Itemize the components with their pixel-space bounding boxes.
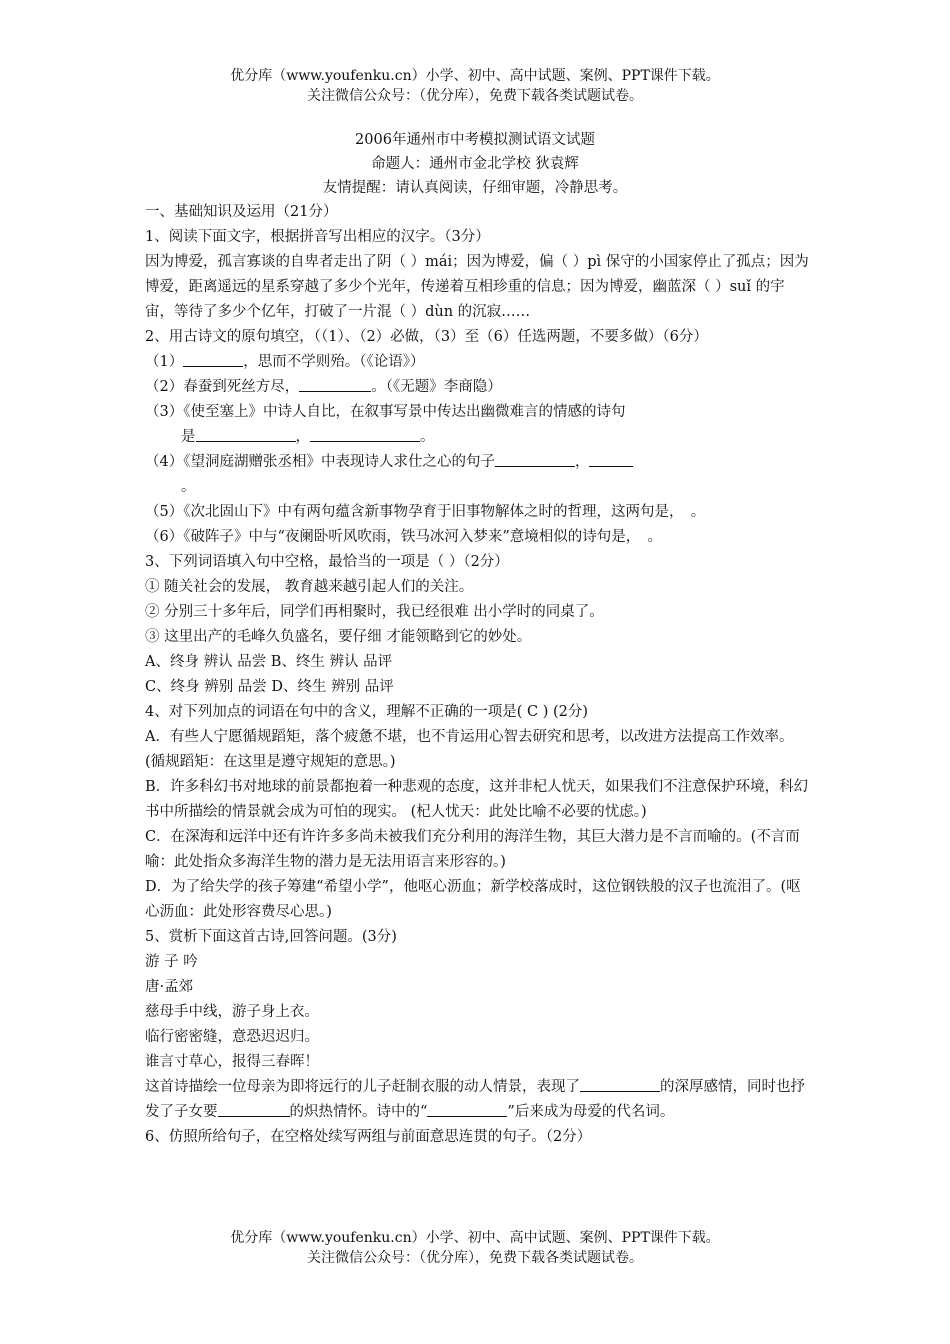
q3-item-3: ③ 这里出产的毛峰久负盛名，要仔细 才能领略到它的妙处。 bbox=[145, 629, 532, 645]
poem-line-3: 谁言寸草心，报得三春晖！ bbox=[145, 1054, 319, 1070]
answer-blank[interactable] bbox=[218, 1102, 290, 1117]
page-footer bbox=[0, 1228, 950, 1268]
q3-item-1: ① 随关社会的发展， 教育越来越引起人们的关注。 bbox=[145, 579, 474, 595]
q2-item-4: （4）《望洞庭湖赠张丞相》中表现诗人求仕之心的句子 ， bbox=[145, 450, 813, 475]
q1-text: 因为博爱，孤言寡谈的自卑者走出了阴（ ）mái；因为博爱，偏（ ）pì 保守的小国家停止了孤点；因为博爱，距离遥远的星系穿越了多少个光年，传递着互相珍重的信息；因为博爱，幽蓝深（ ）suǐ 的宇宙，等待了多少个亿年，打破了一片混（ ）dùn 的沉寂…… bbox=[145, 254, 809, 320]
exam-reminder: 友情提醒：请认真阅读，仔细审题，冷静思考。 bbox=[322, 180, 628, 196]
header-line-2: 关注微信公众号：（优分库），免费下载各类试题试卷。 bbox=[307, 88, 643, 104]
q6-prompt: 6、仿照所给句子，在空格处续写两组与前面意思连贯的句子。（2分） bbox=[145, 1129, 592, 1145]
answer-blank[interactable] bbox=[299, 377, 371, 392]
q2-item-3-cont: 是 ， 。 bbox=[181, 429, 435, 445]
q2-item-6: （6）《破阵子》中与“夜阑卧听风吹雨，铁马冰河入梦来”意境相似的诗句是， 。 bbox=[145, 529, 663, 545]
answer-blank[interactable] bbox=[495, 452, 575, 467]
q1-prompt: 1、阅读下面文字，根据拼音写出相应的汉字。（3分） bbox=[145, 229, 490, 245]
answer-blank[interactable] bbox=[427, 1102, 507, 1117]
q3-prompt: 3、下列词语填入句中空格，最恰当的一项是（ ）（2分） bbox=[145, 554, 509, 570]
answer-blank[interactable] bbox=[310, 427, 420, 442]
poem-line-2: 临行密密缝，意恐迟迟归。 bbox=[145, 1029, 319, 1045]
poem-title: 游 子 吟 bbox=[145, 954, 198, 970]
answer-blank[interactable] bbox=[196, 427, 296, 442]
q5-prompt: 5、赏析下面这首古诗,回答问题。(3分) bbox=[145, 929, 397, 945]
answer-blank[interactable] bbox=[580, 1077, 660, 1092]
q4-option-d: D．为了给失学的孩子筹建“希望小学”，他呕心沥血；新学校落成时，这位钢铁般的汉子也流泪了。(呕心沥血：此处形容费尽心思。) bbox=[145, 879, 801, 920]
footer-line-1: 优分库（www.youfenku.cn）小学、初中、高中试题、案例、PPT课件下载。 bbox=[230, 1230, 720, 1246]
footer-line-2: 关注微信公众号：（优分库），免费下载各类试题试卷。 bbox=[307, 1250, 643, 1266]
title-block bbox=[0, 128, 950, 200]
header-line-1: 优分库（www.youfenku.cn）小学、初中、高中试题、案例、PPT课件下载。 bbox=[230, 68, 720, 84]
q4-option-a: A．有些人宁愿循规蹈矩，落个疲惫不堪，也不肯运用心智去研究和思考，以改进方法提高工作效率。(循规蹈矩：在这里是遵守规矩的意思。) bbox=[145, 729, 794, 770]
q3-options-ab: A、终身 辨认 品尝 B、终生 辨认 品评 bbox=[145, 654, 393, 670]
section-heading: 一、基础知识及运用（21分） bbox=[145, 204, 338, 220]
q2-prompt: 2、用古诗文的原句填空，（（1）、（2）必做，（3）至（6）任选两题，不要多做）（6分） bbox=[145, 329, 708, 345]
answer-blank[interactable] bbox=[589, 452, 633, 467]
q4-option-c: C．在深海和远洋中还有许许多多尚未被我们充分利用的海洋生物，其巨大潜力是不言而喻的。(不言而喻：此处指众多海洋生物的潜力是无法用语言来形容的。) bbox=[145, 829, 800, 870]
q2-item-3: （3）《使至塞上》中诗人自比，在叙事写景中传达出幽微难言的情感的诗句 bbox=[145, 404, 626, 420]
page-header bbox=[0, 66, 950, 106]
q4-option-b: B．许多科幻书对地球的前景都抱着一种悲观的态度，这并非杞人忧天，如果我们不注意保护环境，科幻书中所描绘的情景就会成为可怕的现实。 (杞人忧天：此处比喻不必要的忧虑。) bbox=[145, 779, 809, 820]
q2-item-4-cont: 。 bbox=[181, 479, 196, 495]
q2-item-1: （1） ，思而不学则殆。（《论语》） bbox=[145, 354, 425, 370]
q2-item-5: （5）《次北固山下》中有两句蕴含新事物孕育于旧事物解体之时的哲理，这两句是， 。 bbox=[145, 504, 706, 520]
q3-item-2: ② 分别三十多年后，同学们再相聚时，我已经很难 出小学时的同桌了。 bbox=[145, 604, 604, 620]
poem-author: 唐·孟郊 bbox=[145, 979, 194, 995]
poem-line-1: 慈母手中线，游子身上衣。 bbox=[145, 1004, 319, 1020]
q5-question: 这首诗描绘一位母亲为即将远行的儿子赶制衣服的动人情景，表现了 的深厚感情，同时也抒发了子女要 的炽热情怀。诗中的“ ”后来成为母爱的代名词。 bbox=[145, 1079, 805, 1120]
q2-item-2: （2）春蚕到死丝方尽， 。（《无题》李商隐） bbox=[145, 379, 502, 395]
exam-title: 2006年通州市中考模拟测试语文试题 bbox=[355, 132, 595, 148]
answer-blank[interactable] bbox=[183, 352, 243, 367]
q4-prompt: 4、对下列加点的词语在句中的含义，理解不正确的一项是( C ) (2分) bbox=[145, 704, 588, 720]
exam-author: 命题人：通州市金北学校 狄袁辉 bbox=[371, 156, 579, 172]
q3-options-cd: C、终身 辨别 品尝 D、终生 辨别 品评 bbox=[145, 679, 394, 695]
exam-body bbox=[145, 200, 813, 1150]
